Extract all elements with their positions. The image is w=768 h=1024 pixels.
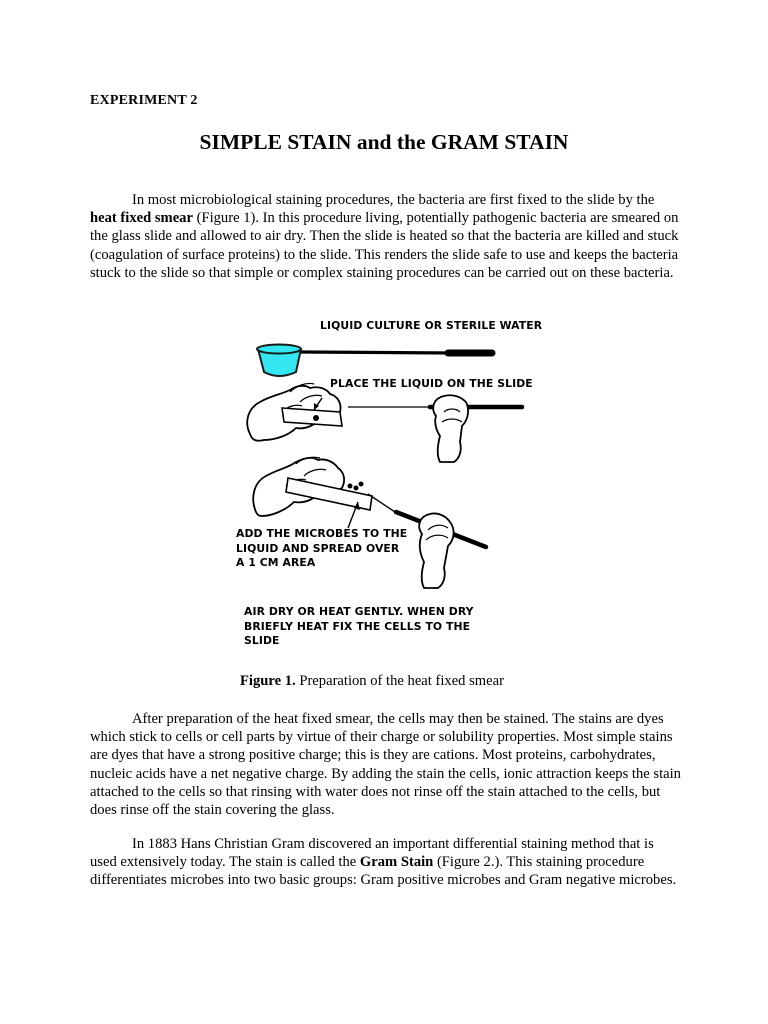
label-air-dry: AIR DRY OR HEAT GENTLY. WHEN DRY BRIEFLY HEAT FIX THE CELLS TO THE SLIDE: [244, 605, 474, 647]
paragraph-stains: [90, 710, 682, 819]
label-liquid-culture: LIQUID CULTURE OR STERILE WATER: [320, 319, 543, 332]
paragraph-gram: [90, 835, 682, 890]
right-hand-1: [433, 395, 468, 462]
experiment-label: EXPERIMENT 2: [90, 93, 198, 108]
figure-heat-fixed-smear: [230, 312, 560, 657]
microbe-dot-1: [348, 484, 353, 489]
label-place-liquid: PLACE THE LIQUID ON THE SLIDE: [330, 377, 533, 390]
microbe-dot-2: [354, 486, 359, 491]
right-hand-2: [419, 513, 453, 588]
paragraph-gram-text-b: (Figure 2.). This staining procedure differentiates microbes into two basic groups: Gram positive microbes and Gram negative microbes.: [90, 854, 677, 889]
gram-stain-term: Gram Stain: [359, 854, 434, 871]
paragraph-intro: [90, 191, 682, 282]
paragraph-intro-text-b: (Figure 1). In this procedure living, potentially pathogenic bacteria are smeared on the glass slide and allowed to air dry. Then the slide is heated so that the bacteria are killed and stuck (coagulation of surface proteins) to the slide. This renders the slide safe to use and keeps the bacteria stuck to the slide so that simple or complex staining procedures can be carried out on these bacteria.: [90, 210, 679, 281]
paragraph-stains-text: After preparation of the heat fixed smear, the cells may then be stained. The stains are dyes which stick to cells or cell parts by virtue of their charge or solubility properties. Most simple stains are dyes that have a strong positive charge; this is they are cations. Most proteins, carbohydrates, nucleic acids have a net negative charge. By adding the stain the cells, ionic attraction keeps the stain attached to the cells so that rinsing with water does not rinse off the stain attached to the cells, but does rinse off the stain covering the glass.: [90, 711, 681, 819]
figure-caption-text: Preparation of the heat fixed smear: [295, 673, 504, 689]
microbe-dot-3: [359, 482, 364, 487]
label-add-microbes: ADD THE MICROBES TO THE LIQUID AND SPREAD OVER A 1 CM AREA: [236, 527, 408, 569]
place-liquid-step-icon: [247, 383, 522, 462]
paragraph-gram-text-a: In 1883 Hans Christian Gram discovered an important differential staining method that is used extensively today. The stain is called the: [90, 836, 654, 871]
liquid-drop: [313, 415, 319, 421]
page-title: SIMPLE STAIN and the GRAM STAIN: [199, 130, 569, 154]
heat-fixed-smear-term: heat fixed smear: [90, 210, 193, 227]
figure-caption: [0, 673, 744, 690]
culture-loop-rim: [257, 345, 301, 354]
paragraph-intro-text-a: In most microbiological staining procedures, the bacteria are first fixed to the slide by the: [132, 192, 655, 208]
loop-with-culture-icon: [257, 345, 492, 377]
loop-wire: [301, 352, 452, 353]
loop-wire-3: [368, 494, 398, 514]
figure-caption-number: Figure 1.: [240, 673, 296, 689]
